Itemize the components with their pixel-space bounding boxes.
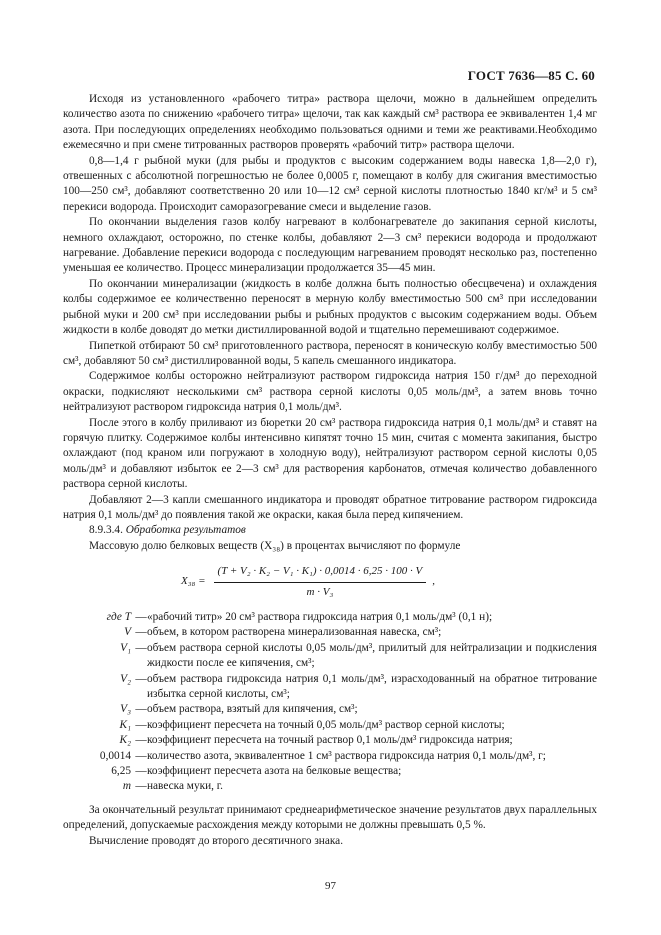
formula-numerator: (T + V₂ · K₂ − V₁ · K₁) · 0,0014 · 6,25 · 100 · V [214,564,427,582]
definition-text: объем раствора серной кислоты 0,05 моль/дм³, прилитый для нейтрализации и подкисления жидкости после ее кипячения, см³; [147,641,597,670]
definition-item [63,779,597,794]
definition-dash: — [135,703,147,716]
definition-symbol: m [122,780,131,793]
definition-symbol: K₁ [119,718,131,731]
definition-dash: — [135,734,147,747]
section-title: Обработка результатов [125,524,246,537]
formula [63,564,597,600]
definition-item [63,610,597,625]
definition-dash: — [135,780,147,793]
definition-dash: — [135,641,147,654]
definition-text: коэффициент пересчета азота на белковые вещества; [147,765,402,778]
definitions-list [63,610,597,795]
paragraph: После этого в колбу приливают из бюретки 20 см³ раствора гидроксида натрия 0,1 моль/дм³ и ставят на горячую плитку. Содержимое колбы интенсивно кипятят точно 15 мин, считая с момента закипания, быстро охлаждают (под краном или погружают в холодную воду), нейтрализуют раствором серной кислоты 0,05 моль/дм³ и добавляют избыток ее 2—3 см³ для растворения карбонатов, отмечая количество добавленного раствора серной кислоты. [63,416,597,491]
definition-symbol: V [124,626,131,639]
definition-item [63,749,597,764]
paragraph: Добавляют 2—3 капли смешанного индикатора и проводят обратное титрование раствором гидроксида натрия 0,1 моль/дм³ до появления такой же окраски, какая была перед кипячением. [63,493,597,521]
formula-trailing: , [432,575,436,588]
paragraph: Содержимое колбы осторожно нейтрализуют раствором гидроксида натрия 150 г/дм³ до переходной окраски, подкисляют несколькими см³ раствора серной кислоты 0,05 моль/дм³, а затем вновь точно нейтрализуют раствором гидроксида натрия 0,1 моль/дм³. [63,370,597,414]
paragraph: 0,8—1,4 г рыбной муки (для рыбы и продуктов с высоким содержанием воды навеска 1,8—2,0 г), отвешенных с абсолютной погрешностью не более 0,0005 г, помещают в колбу для сжигания вместимостью 100—250 см³, добавляют соответственно 20 или 10—12 см³ серной кислоты плотностью 1840 кг/м³ и 5 см³ перекиси водорода. Происходит саморазогревание смеси и выделение газов. [63,154,597,213]
definition-symbol: 0,0014 [99,749,131,762]
formula-lhs: X₃₈ = [181,575,206,588]
section-heading [63,523,597,538]
definition-symbol: V₁ [120,641,131,654]
definition-symbol: V₃ [120,703,131,716]
paragraph: За окончательный результат принимают среднеарифметическое значение результатов двух параллельных определений, допускаемые расхождения между которыми не должны превышать 0,5 %. [63,803,597,832]
definition-text: «рабочий титр» 20 см³ раствора гидроксида натрия 0,1 моль/дм³ (0,1 н); [147,611,493,623]
definition-symbol: где T [106,611,131,623]
paragraph: По окончании выделения газов колбу нагревают в колбонагревателе до закипания серной кислоты, немного охлаждают, осторожно, по стенке колбы, добавляют 2—3 см³ перекиси водорода и продолжают нагревание. Добавление перекиси водорода с последующим нагреванием проводят несколько раз, постепенно уменьшая ее количество. Процесс минерализации продолжается 35—45 мин. [63,216,597,275]
definition-symbol: K₂ [119,734,131,747]
paragraph: По окончании минерализации (жидкость в колбе должна быть полностью обесцвечена) и охлаждения колбы содержимое ее количественно переносят в мерную колбу вместимостью 500 см³ при исследовании рыбной муки и 200 см³ при исследовании рыбы и рыбных продуктов с высоким содержанием воды. Объем жидкости в колбе доводят до метки дистиллированной водой и тщательно перемешивают содержимое. [63,277,597,337]
definition-text: объем, в котором растворена минерализованная навеска, см³; [147,626,442,639]
definition-dash: — [135,765,147,778]
paragraph: Пипеткой отбирают 50 см³ приготовленного раствора, переносят в коническую колбу вместимостью 500 см³, добавляют 50 см³ дистиллированной воды, 5 капель смешанного индикатора. [63,339,597,367]
definition-text: коэффициент пересчета на точный раствор 0,1 моль/дм³ гидроксида натрия; [147,734,513,747]
definition-item [63,672,597,703]
definition-dash: — [135,626,147,639]
section-number: 8.9.3.4. [89,524,123,537]
formula-fraction [214,564,427,600]
definition-dash: — [135,611,147,623]
definition-dash: — [135,718,147,731]
definition-item [63,641,597,672]
definition-symbol: V₂ [120,672,131,685]
formula-denominator: m · V₃ [306,585,334,598]
page-number: 97 [325,880,336,892]
paragraph: Вычисление проводят до второго десятичного знака. [89,834,344,847]
definition-dash: — [135,672,147,685]
definition-text: коэффициент пересчета на точный 0,05 моль/дм³ раствор серной кислоты; [147,718,505,731]
document-header: ГОСТ 7636—85 С. 60 [467,68,595,83]
definition-item [63,702,597,717]
document-body [63,92,597,849]
definition-item [63,733,597,748]
paragraph: Исходя из установленного «рабочего титра» раствора щелочи, можно в дальнейшем определить количество азота по снижению «рабочего титра» щелочи, так как каждый см³ раствора ее эквивалентен 1,4 мг азота. При последующих определениях необходимо пользоваться одними и теми же реактивами.Необходимо ежемесячно и при смене титрованных растворов проверять «рабочий титр» раствора щелочи. [63,93,597,152]
definition-item [63,764,597,779]
paragraph: Массовую долю белковых веществ (X₃₈) в процентах вычисляют по формуле [89,539,461,552]
definition-text: объем раствора, взятый для кипячения, см³; [147,703,358,716]
definition-dash: — [135,749,147,762]
definition-item [63,625,597,640]
definition-symbol: 6,25 [111,765,131,778]
definition-text: объем раствора гидроксида натрия 0,1 моль/дм³, израсходованный на обратное титрование избытка серной кислоты, см³; [147,672,597,701]
definition-text: навеска муки, г. [147,780,223,793]
definition-text: количество азота, эквивалентное 1 см³ раствора гидроксида натрия 0,1 моль/дм³, г; [147,749,546,762]
definition-item [63,718,597,733]
